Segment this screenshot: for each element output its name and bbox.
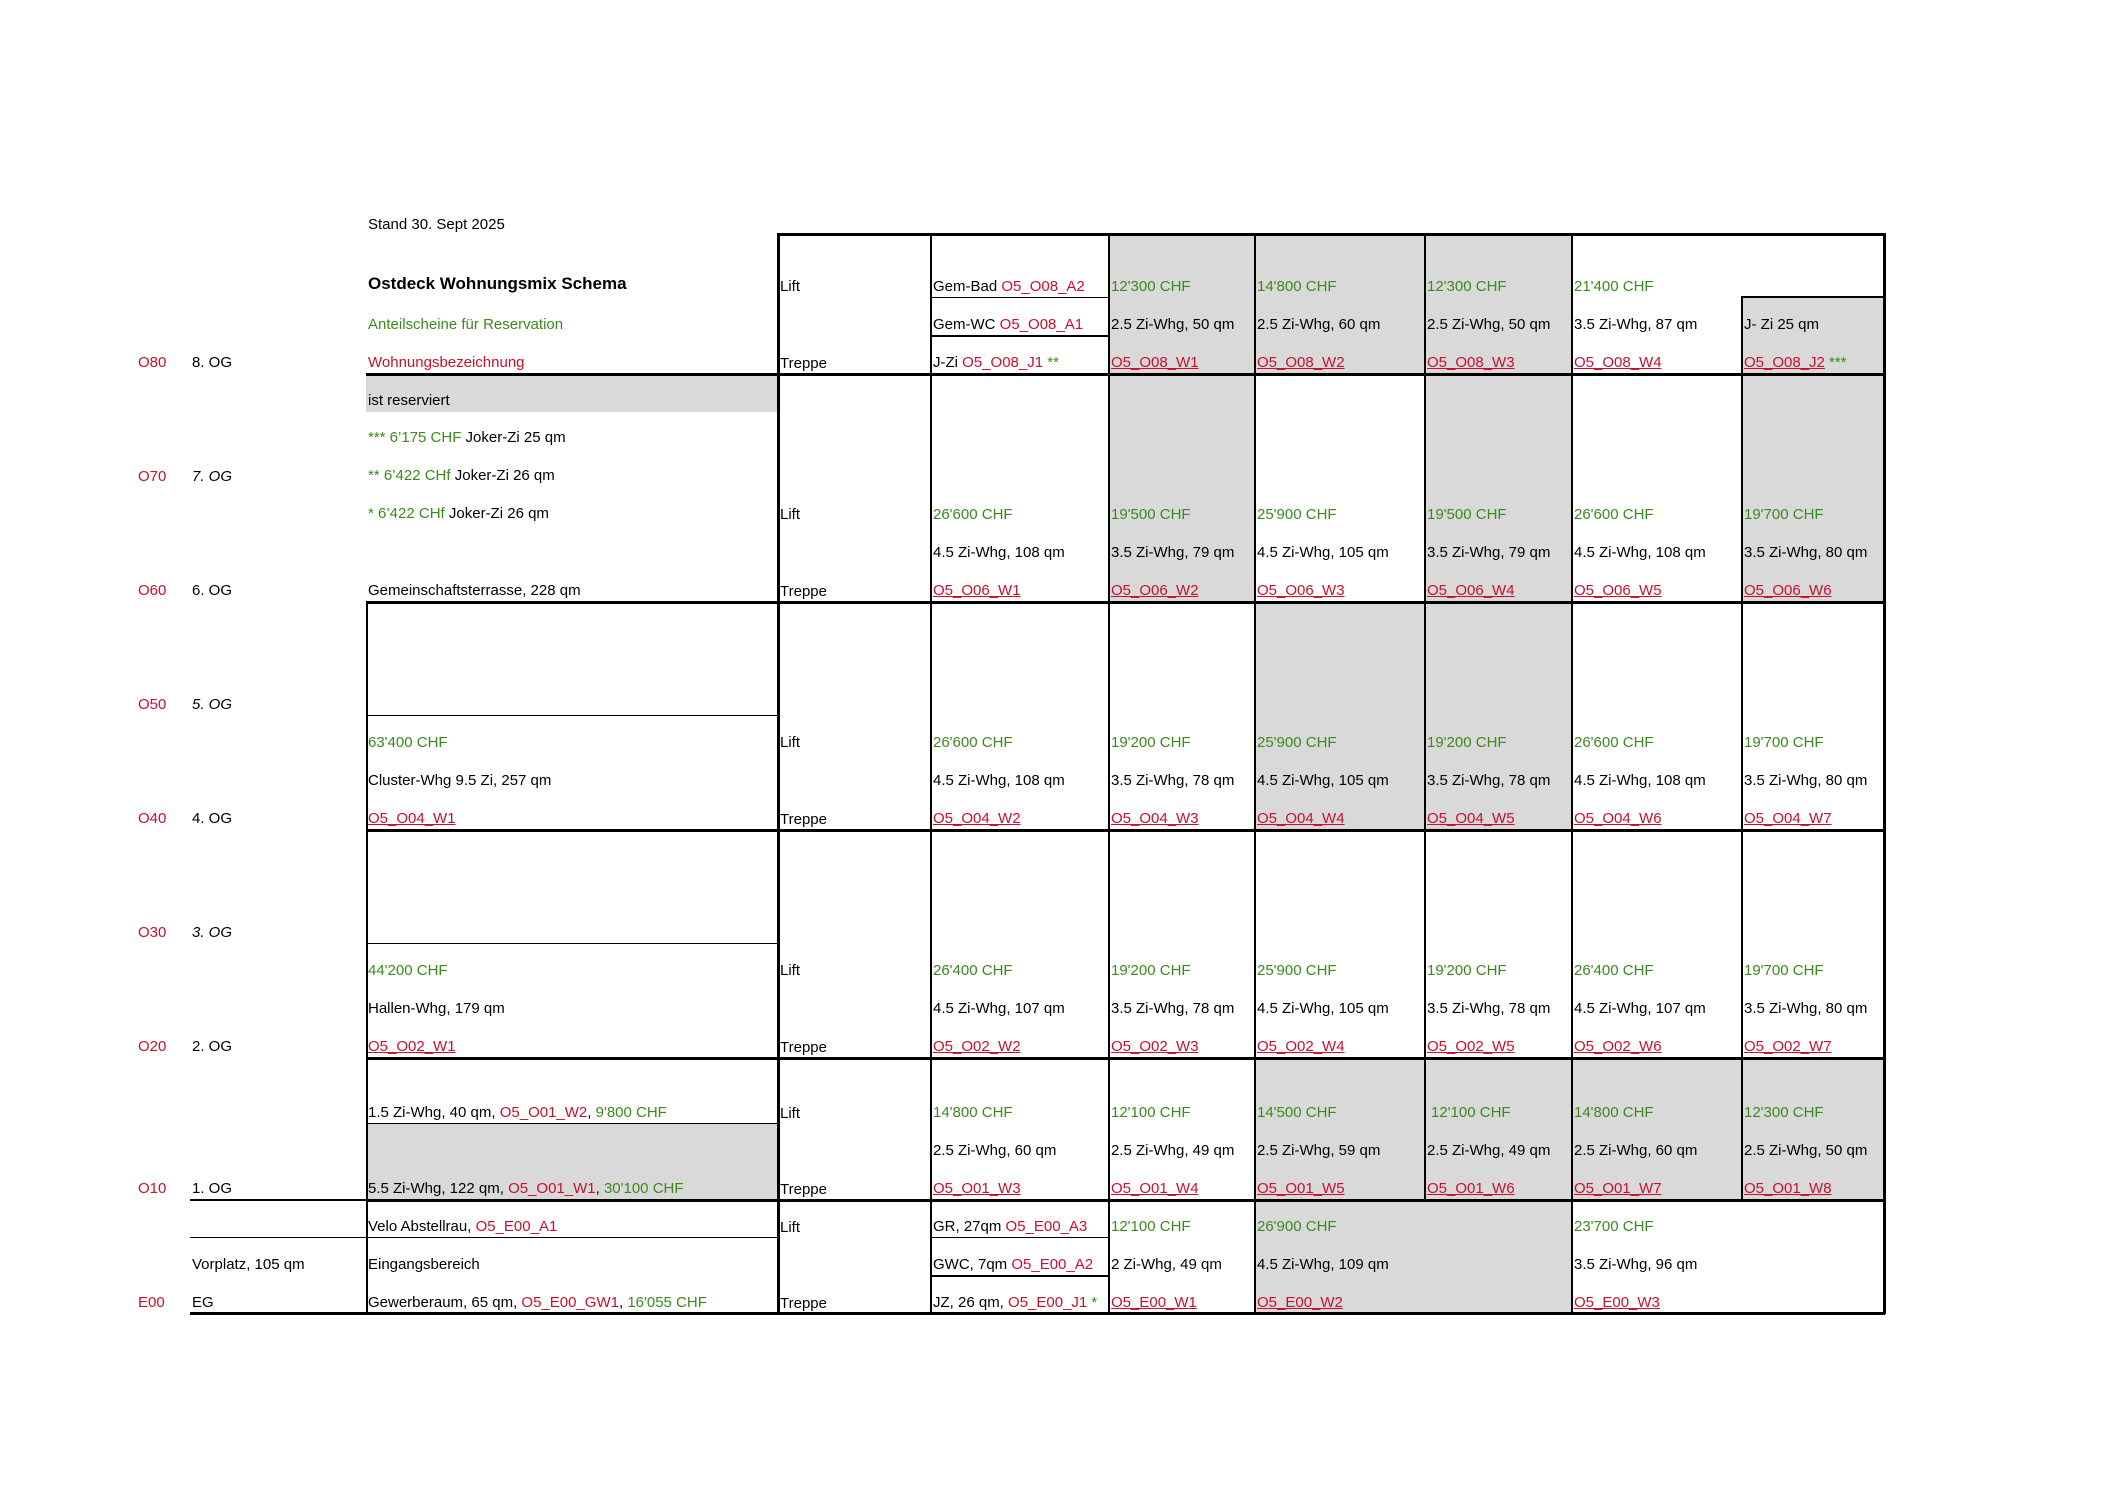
unit-desc: 2.5 Zi-Whg, 50 qm	[1744, 1142, 1868, 1159]
unit-desc: 2.5 Zi-Whg, 50 qm	[1427, 316, 1551, 333]
unit-id: O5_E00_W2	[1257, 1294, 1343, 1311]
unit-desc: 3.5 Zi-Whg, 78 qm	[1427, 1000, 1551, 1017]
unit-price: 19'200 CHF	[1427, 734, 1507, 751]
unit-desc: 2.5 Zi-Whg, 59 qm	[1257, 1142, 1381, 1159]
floor-code: O50	[138, 696, 167, 713]
unit-id: O5_O08_W2	[1257, 354, 1345, 371]
unit-id: O5_O01_W5	[1257, 1180, 1345, 1197]
unit-price: 12'100 CHF	[1111, 1218, 1191, 1235]
unit-price: 25'900 CHF	[1257, 734, 1337, 751]
unit-price: 19'700 CHF	[1744, 734, 1824, 751]
unit-id: O5_O04_W6	[1574, 810, 1662, 827]
unit-desc: 3.5 Zi-Whg, 96 qm	[1574, 1256, 1698, 1273]
unit-e00-a3: GR, 27qm O5_E00_A3	[933, 1218, 1088, 1235]
unit-desc: Cluster-Whg 9.5 Zi, 257 qm	[368, 772, 552, 789]
unit-e00-a2: GWC, 7qm O5_E00_A2	[933, 1256, 1094, 1273]
unit-desc: Hallen-Whg, 179 qm	[368, 1000, 505, 1017]
unit-price: 23'700 CHF	[1574, 1218, 1654, 1235]
unit-desc: 4.5 Zi-Whg, 108 qm	[1574, 772, 1706, 789]
unit-id: O5_O01_W4	[1111, 1180, 1199, 1197]
unit-price: 44'200 CHF	[368, 962, 448, 979]
unit-price: 26'400 CHF	[933, 962, 1013, 979]
unit-desc: 3.5 Zi-Whg, 79 qm	[1427, 544, 1551, 561]
unit-price: 63'400 CHF	[368, 734, 448, 751]
unit-price: 19'500 CHF	[1427, 506, 1507, 523]
floor-name: 1. OG	[192, 1180, 233, 1197]
lift-label: Lift	[780, 1219, 801, 1236]
unit-id: O5_O02_W7	[1744, 1038, 1832, 1055]
unit-desc: J- Zi 25 qm	[1744, 316, 1820, 333]
unit-id: O5_O06_W2	[1111, 582, 1199, 599]
unit-price: 19'500 CHF	[1111, 506, 1191, 523]
unit-id: O5_E00_W1	[1111, 1294, 1197, 1311]
unit-price: 21'400 CHF	[1574, 278, 1654, 295]
unit-id: O5_O06_W1	[933, 582, 1021, 599]
reserved-o01-w8	[1742, 1058, 1884, 1200]
unit-id: O5_O02_W3	[1111, 1038, 1199, 1055]
unit-e00-gw1: Gewerberaum, 65 qm, O5_E00_GW1, 16'055 CHF	[368, 1294, 707, 1311]
unit-id: O5_O01_W3	[933, 1180, 1021, 1197]
unit-price: 26'900 CHF	[1257, 1218, 1337, 1235]
floor-name: 2. OG	[192, 1038, 233, 1055]
reserved-o08-w1	[1109, 234, 1255, 374]
unit-id: O5_O02_W2	[933, 1038, 1021, 1055]
joker-note-1: *** 6’175 CHF Joker-Zi 25 qm	[368, 429, 566, 446]
floor-code: O70	[138, 468, 167, 485]
unit-desc: 2.5 Zi-Whg, 60 qm	[933, 1142, 1057, 1159]
lift-label: Lift	[780, 1105, 801, 1122]
reserved-o01-w7	[1572, 1058, 1742, 1200]
unit-id: O5_O01_W8	[1744, 1180, 1832, 1197]
floor-name: EG	[192, 1294, 214, 1311]
unit-price: 26'600 CHF	[933, 734, 1013, 751]
unit-desc: 4.5 Zi-Whg, 109 qm	[1257, 1256, 1389, 1273]
unit-id: O5_O08_W3	[1427, 354, 1515, 371]
legend-red: Wohnungsbezeichnung	[368, 354, 525, 371]
unit-id: O5_O06_W6	[1744, 582, 1832, 599]
treppe-label: Treppe	[780, 811, 827, 828]
unit-desc: 2.5 Zi-Whg, 60 qm	[1574, 1142, 1698, 1159]
vorplatz-label: Vorplatz, 105 qm	[192, 1256, 305, 1273]
unit-desc: 4.5 Zi-Whg, 107 qm	[1574, 1000, 1706, 1017]
unit-price: 14'500 CHF	[1257, 1104, 1337, 1121]
treppe-label: Treppe	[780, 583, 827, 600]
unit-price: 12'100 CHF	[1111, 1104, 1191, 1121]
unit-id: O5_O04_W5	[1427, 810, 1515, 827]
floor-name: 7. OG	[192, 468, 233, 485]
unit-id: O5_O02_W4	[1257, 1038, 1345, 1055]
treppe-label: Treppe	[780, 1039, 827, 1056]
reserved-o04-w5	[1425, 602, 1572, 830]
unit-price: 19'700 CHF	[1744, 506, 1824, 523]
unit-desc: 2.5 Zi-Whg, 49 qm	[1111, 1142, 1235, 1159]
unit-id: O5_O06_W5	[1574, 582, 1662, 599]
floor-code: O60	[138, 582, 167, 599]
unit-desc: 3.5 Zi-Whg, 79 qm	[1111, 544, 1235, 561]
treppe-label: Treppe	[780, 1181, 827, 1198]
unit-desc: 4.5 Zi-Whg, 105 qm	[1257, 772, 1389, 789]
unit-price: 26'600 CHF	[1574, 506, 1654, 523]
unit-desc: 3.5 Zi-Whg, 80 qm	[1744, 1000, 1868, 1017]
reserved-o01-w6	[1425, 1058, 1572, 1200]
lift-label: Lift	[780, 734, 801, 751]
unit-price: 19'200 CHF	[1111, 734, 1191, 751]
joker-note-2: ** 6’422 CHf Joker-Zi 26 qm	[368, 467, 555, 484]
unit-id: O5_O04_W7	[1744, 810, 1832, 827]
unit-e00-a1: Velo Abstellrau, O5_E00_A1	[368, 1218, 558, 1235]
unit-e00-j1: JZ, 26 qm, O5_E00_J1 *	[933, 1294, 1098, 1311]
treppe-label: Treppe	[780, 1295, 827, 1312]
unit-id: O5_E00_W3	[1574, 1294, 1660, 1311]
unit-id: O5_O02_W1	[368, 1038, 456, 1055]
unit-desc: 4.5 Zi-Whg, 105 qm	[1257, 1000, 1389, 1017]
unit-price: 26'400 CHF	[1574, 962, 1654, 979]
reserved-o06-w2	[1109, 374, 1255, 602]
unit-o08-a1: Gem-WC O5_O08_A1	[933, 316, 1084, 333]
unit-id: O5_O04_W4	[1257, 810, 1345, 827]
unit-o08-a2: Gem-Bad O5_O08_A2	[933, 278, 1085, 295]
unit-price: 26'600 CHF	[1574, 734, 1654, 751]
unit-price: 25'900 CHF	[1257, 962, 1337, 979]
unit-id: O5_O06_W3	[1257, 582, 1345, 599]
floor-name: 6. OG	[192, 582, 233, 599]
unit-id: O5_O02_W5	[1427, 1038, 1515, 1055]
lift-label: Lift	[780, 506, 801, 523]
unit-id: O5_O04_W3	[1111, 810, 1199, 827]
floor-name: 5. OG	[192, 696, 233, 713]
unit-price: 12'300 CHF	[1427, 278, 1507, 295]
reserved-o01-w5	[1255, 1058, 1425, 1200]
unit-price: 12'300 CHF	[1744, 1104, 1824, 1121]
unit-price: 19'700 CHF	[1744, 962, 1824, 979]
lift-label: Lift	[780, 278, 801, 295]
legend-grey: ist reserviert	[368, 392, 450, 409]
floor-code: O40	[138, 810, 167, 827]
unit-desc: 2.5 Zi-Whg, 60 qm	[1257, 316, 1381, 333]
unit-desc: 4.5 Zi-Whg, 108 qm	[1574, 544, 1706, 561]
unit-desc: 2.5 Zi-Whg, 50 qm	[1111, 316, 1235, 333]
terrasse-label: Gemeinschaftsterrasse, 228 qm	[368, 582, 581, 599]
unit-desc: 2.5 Zi-Whg, 49 qm	[1427, 1142, 1551, 1159]
reserved-o06-w6	[1742, 374, 1884, 602]
unit-desc: 3.5 Zi-Whg, 78 qm	[1111, 1000, 1235, 1017]
floor-name: 4. OG	[192, 810, 233, 827]
floor-code: O20	[138, 1038, 167, 1055]
floor-name: 3. OG	[192, 924, 233, 941]
joker-note-3: * 6’422 CHf Joker-Zi 26 qm	[368, 505, 549, 522]
unit-price: 26'600 CHF	[933, 506, 1013, 523]
floor-code: O80	[138, 354, 167, 371]
unit-price: 19'200 CHF	[1111, 962, 1191, 979]
lift-label: Lift	[780, 962, 801, 979]
unit-desc: 3.5 Zi-Whg, 78 qm	[1427, 772, 1551, 789]
unit-desc: 3.5 Zi-Whg, 80 qm	[1744, 544, 1868, 561]
floor-name: 8. OG	[192, 354, 233, 371]
unit-price: 19'200 CHF	[1427, 962, 1507, 979]
unit-id: O5_O06_W4	[1427, 582, 1515, 599]
unit-id: O5_O08_W1	[1111, 354, 1199, 371]
unit-price: 12'100 CHF	[1431, 1104, 1511, 1121]
legend-green: Anteilscheine für Reservation	[368, 316, 564, 333]
unit-id: O5_O01_W6	[1427, 1180, 1515, 1197]
unit-o08-j1: J-Zi O5_O08_J1 **	[933, 354, 1059, 371]
unit-price: 14'800 CHF	[1574, 1104, 1654, 1121]
reserved-o04-w4	[1255, 602, 1425, 830]
unit-desc: 2 Zi-Whg, 49 qm	[1111, 1256, 1222, 1273]
reserved-o06-w4	[1425, 374, 1572, 602]
unit-price: 14'800 CHF	[1257, 278, 1337, 295]
treppe-label: Treppe	[780, 355, 827, 372]
unit-id: O5_O08_J2 ***	[1744, 354, 1847, 371]
unit-o01-w1: 5.5 Zi-Whg, 122 qm, O5_O01_W1, 30'100 CHF	[368, 1180, 684, 1197]
unit-price: 14'800 CHF	[933, 1104, 1013, 1121]
unit-price: 12'300 CHF	[1111, 278, 1191, 295]
reserved-o08-w3	[1425, 234, 1572, 374]
unit-o01-w2: 1.5 Zi-Whg, 40 qm, O5_O01_W2, 9'800 CHF	[368, 1104, 667, 1121]
reserved-o08-w2	[1255, 234, 1425, 374]
unit-desc: 4.5 Zi-Whg, 108 qm	[933, 544, 1065, 561]
unit-price: 25'900 CHF	[1257, 506, 1337, 523]
page-title: Ostdeck Wohnungsmix Schema	[368, 274, 627, 293]
unit-desc: 3.5 Zi-Whg, 80 qm	[1744, 772, 1868, 789]
floor-code: E00	[138, 1294, 165, 1311]
floor-code: O10	[138, 1180, 167, 1197]
unit-desc: 3.5 Zi-Whg, 78 qm	[1111, 772, 1235, 789]
unit-id: O5_O01_W7	[1574, 1180, 1662, 1197]
unit-id: O5_O04_W2	[933, 810, 1021, 827]
unit-id: O5_O04_W1	[368, 810, 456, 827]
eingang-label: Eingangsbereich	[368, 1256, 480, 1273]
unit-desc: 3.5 Zi-Whg, 87 qm	[1574, 316, 1698, 333]
floor-code: O30	[138, 924, 167, 941]
unit-desc: 4.5 Zi-Whg, 108 qm	[933, 772, 1065, 789]
unit-desc: 4.5 Zi-Whg, 107 qm	[933, 1000, 1065, 1017]
unit-desc: 4.5 Zi-Whg, 105 qm	[1257, 544, 1389, 561]
unit-id: O5_O02_W6	[1574, 1038, 1662, 1055]
stand-date: Stand 30. Sept 2025	[368, 216, 505, 233]
unit-id: O5_O08_W4	[1574, 354, 1662, 371]
